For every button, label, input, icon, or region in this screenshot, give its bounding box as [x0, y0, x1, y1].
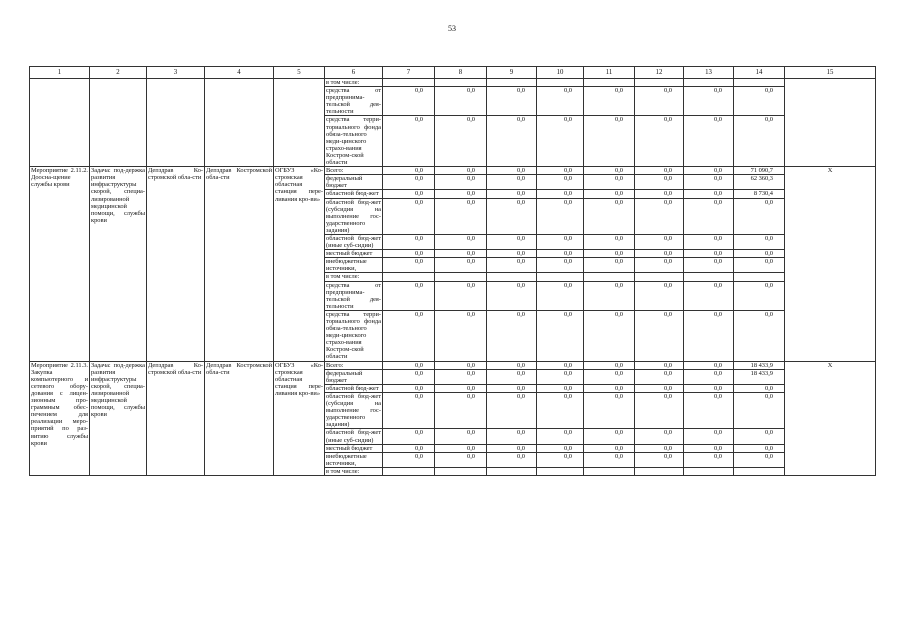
- amount-cell: 0,0: [435, 250, 487, 258]
- amount-cell: 0,0: [584, 175, 635, 190]
- amount-cell: 0,0: [383, 369, 435, 384]
- amount-cell: 0,0: [734, 452, 785, 467]
- funding-source-label: в том числе:: [325, 467, 383, 475]
- amount-cell: 0,0: [635, 361, 684, 369]
- amount-cell: 0,0: [684, 281, 734, 310]
- amount-cell: 0,0: [537, 310, 584, 361]
- amount-cell: 8 730,4: [734, 190, 785, 198]
- funding-source-label: Всего:: [325, 167, 383, 175]
- amount-cell: 0,0: [537, 190, 584, 198]
- amount-cell: 0,0: [734, 116, 785, 167]
- continued-cell: [147, 79, 205, 167]
- amount-cell: 0,0: [734, 258, 785, 273]
- column-header: 10: [537, 67, 584, 79]
- amount-cell: 0,0: [383, 167, 435, 175]
- amount-cell: 0,0: [584, 250, 635, 258]
- amount-cell: [734, 273, 785, 281]
- amount-cell: 0,0: [537, 116, 584, 167]
- amount-cell: 0,0: [487, 384, 537, 392]
- continued-cell: [274, 79, 325, 167]
- amount-cell: 0,0: [635, 281, 684, 310]
- amount-cell: 0,0: [635, 429, 684, 444]
- amount-cell: 0,0: [383, 429, 435, 444]
- funding-source-label: местный бюджет: [325, 444, 383, 452]
- funding-source-label: областной бюд-жет (субсидия на выполнение гос-ударственного задания): [326, 392, 381, 429]
- amount-cell: 0,0: [383, 234, 435, 249]
- amount-cell: [734, 79, 785, 87]
- amount-cell: 0,0: [537, 258, 584, 273]
- column-header: 2: [90, 67, 147, 79]
- amount-cell: 0,0: [537, 384, 584, 392]
- amount-cell: [635, 467, 684, 475]
- amount-cell: 0,0: [383, 361, 435, 369]
- amount-cell: 0,0: [537, 234, 584, 249]
- amount-cell: 0,0: [537, 198, 584, 234]
- amount-cell: 0,0: [584, 369, 635, 384]
- amount-cell: 71 090,7: [734, 167, 785, 175]
- continued-cell: [30, 79, 90, 167]
- amount-cell: 0,0: [435, 444, 487, 452]
- amount-cell: 0,0: [635, 175, 684, 190]
- amount-cell: 0,0: [734, 250, 785, 258]
- funding-source-label: федеральный бюджет: [325, 369, 383, 384]
- amount-cell: 0,0: [487, 452, 537, 467]
- column-header: 7: [383, 67, 435, 79]
- amount-cell: 0,0: [684, 234, 734, 249]
- participant: ОГБУЗ «Ко-стромская областная станция пере-ливания кро-ви»: [274, 361, 325, 475]
- measure-task: Задача: под-держка развития инфраструктуры скорой, специа-лизированной медицинской помощи, службы крови: [90, 167, 147, 361]
- column-header: 13: [684, 67, 734, 79]
- amount-cell: 0,0: [584, 392, 635, 428]
- amount-cell: 0,0: [537, 175, 584, 190]
- amount-cell: [635, 79, 684, 87]
- amount-cell: 0,0: [635, 250, 684, 258]
- amount-cell: 0,0: [684, 116, 734, 167]
- amount-cell: 0,0: [435, 198, 487, 234]
- amount-cell: 0,0: [734, 310, 785, 361]
- amount-cell: [537, 79, 584, 87]
- amount-cell: 0,0: [584, 116, 635, 167]
- amount-cell: 0,0: [537, 87, 584, 116]
- funding-source-label: средства от предпринима-тельской дея-тельности: [326, 281, 381, 310]
- amount-cell: 0,0: [584, 310, 635, 361]
- amount-cell: [487, 273, 537, 281]
- amount-cell: 0,0: [435, 369, 487, 384]
- amount-cell: 0,0: [537, 281, 584, 310]
- amount-cell: 0,0: [383, 116, 435, 167]
- amount-cell: 0,0: [487, 87, 537, 116]
- amount-cell: 0,0: [383, 384, 435, 392]
- amount-cell: [537, 467, 584, 475]
- amount-cell: 0,0: [383, 258, 435, 273]
- amount-cell: 0,0: [584, 429, 635, 444]
- funding-source-label: областной бюд-жет (субсидия на выполнение гос-ударственного задания): [326, 198, 381, 234]
- amount-cell: 0,0: [435, 190, 487, 198]
- amount-cell: [584, 467, 635, 475]
- amount-cell: 0,0: [537, 250, 584, 258]
- amount-cell: 0,0: [435, 175, 487, 190]
- funding-source-label: Всего:: [325, 361, 383, 369]
- measure-name: Мероприятие 2.11.3. Закупка компьютерного и сетевого обору-дования с лицен-зионным про-граммным обес-печением для реализации меро-приятий по раз-витию службы крови: [30, 361, 90, 475]
- continued-cell: [90, 79, 147, 167]
- amount-cell: 0,0: [684, 190, 734, 198]
- amount-cell: 0,0: [734, 234, 785, 249]
- amount-cell: 0,0: [635, 369, 684, 384]
- amount-cell: 0,0: [383, 452, 435, 467]
- amount-cell: 18 433,9: [734, 369, 785, 384]
- amount-cell: 0,0: [383, 281, 435, 310]
- amount-cell: 0,0: [635, 234, 684, 249]
- column-header: 12: [635, 67, 684, 79]
- amount-cell: 0,0: [734, 384, 785, 392]
- column-header: 9: [487, 67, 537, 79]
- column-header: 6: [325, 67, 383, 79]
- column-number-row: [30, 67, 876, 79]
- amount-cell: 0,0: [684, 87, 734, 116]
- funding-source-label: областной бюд-жет: [325, 190, 383, 198]
- funding-source-label: внебюджетные источники,: [325, 258, 383, 273]
- indicator-mark: Х: [785, 361, 876, 475]
- amount-cell: 0,0: [435, 361, 487, 369]
- amount-cell: 0,0: [383, 175, 435, 190]
- amount-cell: 0,0: [635, 198, 684, 234]
- amount-cell: 0,0: [734, 87, 785, 116]
- amount-cell: [383, 273, 435, 281]
- funding-source-label: в том числе:: [325, 273, 383, 281]
- amount-cell: 0,0: [487, 369, 537, 384]
- amount-cell: 0,0: [487, 198, 537, 234]
- amount-cell: 0,0: [734, 444, 785, 452]
- amount-cell: 0,0: [487, 361, 537, 369]
- amount-cell: [487, 467, 537, 475]
- amount-cell: [684, 467, 734, 475]
- participant: ОГБУЗ «Ко-стромская областная станция пере-ливания кро-ви»: [274, 167, 325, 361]
- amount-cell: 0,0: [584, 361, 635, 369]
- amount-cell: 0,0: [383, 87, 435, 116]
- amount-cell: 0,0: [537, 444, 584, 452]
- amount-cell: 0,0: [684, 175, 734, 190]
- responsible-executor: Депздрав Ко-стромской обла-сти: [147, 167, 205, 361]
- amount-cell: 0,0: [734, 281, 785, 310]
- co-executor: Депздрав Костромской обла-сти: [205, 167, 274, 361]
- amount-cell: 0,0: [584, 234, 635, 249]
- funding-source-label: средства от предпринима-тельской дея-тельности: [326, 87, 381, 116]
- amount-cell: 0,0: [734, 429, 785, 444]
- amount-cell: 0,0: [635, 452, 684, 467]
- amount-cell: 0,0: [584, 452, 635, 467]
- responsible-executor: Депздрав Ко-стромской обла-сти: [147, 361, 205, 475]
- amount-cell: [635, 273, 684, 281]
- amount-cell: 0,0: [383, 444, 435, 452]
- amount-cell: 0,0: [635, 258, 684, 273]
- amount-cell: 0,0: [383, 198, 435, 234]
- page-number: 53: [448, 24, 456, 33]
- amount-cell: 0,0: [487, 258, 537, 273]
- funding-source-label: федеральный бюджет: [325, 175, 383, 190]
- table-row: [30, 167, 876, 175]
- amount-cell: 0,0: [584, 281, 635, 310]
- amount-cell: 0,0: [435, 87, 487, 116]
- amount-cell: 0,0: [435, 258, 487, 273]
- funding-source-label: местный бюджет: [325, 250, 383, 258]
- column-header: 8: [435, 67, 487, 79]
- amount-cell: 0,0: [487, 281, 537, 310]
- continued-cell: [785, 79, 876, 167]
- amount-cell: 0,0: [684, 250, 734, 258]
- amount-cell: 0,0: [487, 429, 537, 444]
- indicator-mark: Х: [785, 167, 876, 361]
- column-header: 1: [30, 67, 90, 79]
- budget-table: [29, 66, 876, 476]
- amount-cell: 0,0: [584, 167, 635, 175]
- amount-cell: [383, 467, 435, 475]
- amount-cell: 0,0: [537, 167, 584, 175]
- amount-cell: 0,0: [684, 361, 734, 369]
- table-row: [30, 79, 876, 87]
- amount-cell: 0,0: [435, 452, 487, 467]
- amount-cell: 0,0: [435, 167, 487, 175]
- amount-cell: 0,0: [487, 310, 537, 361]
- amount-cell: 0,0: [684, 310, 734, 361]
- amount-cell: 0,0: [684, 452, 734, 467]
- amount-cell: [684, 273, 734, 281]
- amount-cell: 0,0: [383, 310, 435, 361]
- funding-source-label: областной бюд-жет (иные суб-сидии): [326, 234, 381, 250]
- amount-cell: [734, 467, 785, 475]
- amount-cell: 0,0: [635, 190, 684, 198]
- amount-cell: [487, 79, 537, 87]
- amount-cell: 0,0: [537, 361, 584, 369]
- amount-cell: 0,0: [537, 452, 584, 467]
- column-header: 3: [147, 67, 205, 79]
- column-header: 11: [584, 67, 635, 79]
- amount-cell: 0,0: [487, 250, 537, 258]
- amount-cell: 0,0: [435, 116, 487, 167]
- funding-source-label: областной бюд-жет: [325, 384, 383, 392]
- amount-cell: 0,0: [383, 250, 435, 258]
- amount-cell: 0,0: [684, 429, 734, 444]
- amount-cell: 0,0: [635, 167, 684, 175]
- table-row: [30, 361, 876, 369]
- measure-name: Мероприятие 2.11.2. Доосна-щение службы крови: [30, 167, 90, 361]
- amount-cell: 0,0: [435, 392, 487, 428]
- amount-cell: 0,0: [635, 392, 684, 428]
- amount-cell: 0,0: [435, 281, 487, 310]
- amount-cell: 0,0: [435, 384, 487, 392]
- amount-cell: 0,0: [487, 175, 537, 190]
- amount-cell: [584, 273, 635, 281]
- amount-cell: 0,0: [684, 258, 734, 273]
- amount-cell: [435, 467, 487, 475]
- column-header: 5: [274, 67, 325, 79]
- amount-cell: 0,0: [487, 392, 537, 428]
- amount-cell: [684, 79, 734, 87]
- amount-cell: 0,0: [684, 369, 734, 384]
- funding-source-label: средства терри-ториального фонда обяза-тельного меди-цинского страхо-вания Костром-ской области: [326, 116, 381, 167]
- amount-cell: 0,0: [584, 384, 635, 392]
- amount-cell: 0,0: [734, 198, 785, 234]
- funding-source-label: внебюджетные источники,: [325, 452, 383, 467]
- amount-cell: 0,0: [684, 198, 734, 234]
- amount-cell: 0,0: [584, 258, 635, 273]
- amount-cell: 0,0: [537, 392, 584, 428]
- amount-cell: 0,0: [537, 369, 584, 384]
- amount-cell: 0,0: [584, 87, 635, 116]
- amount-cell: 0,0: [684, 167, 734, 175]
- amount-cell: 0,0: [684, 392, 734, 428]
- amount-cell: [435, 79, 487, 87]
- amount-cell: 0,0: [435, 234, 487, 249]
- amount-cell: 0,0: [487, 234, 537, 249]
- amount-cell: 0,0: [383, 392, 435, 428]
- column-header: 4: [205, 67, 274, 79]
- amount-cell: 0,0: [635, 384, 684, 392]
- column-header: 15: [785, 67, 876, 79]
- amount-cell: 0,0: [635, 310, 684, 361]
- amount-cell: 0,0: [584, 198, 635, 234]
- amount-cell: [584, 79, 635, 87]
- amount-cell: [383, 79, 435, 87]
- funding-source-label: областной бюд-жет (иные суб-сидии): [326, 429, 381, 444]
- amount-cell: 0,0: [584, 190, 635, 198]
- amount-cell: 0,0: [487, 116, 537, 167]
- amount-cell: 0,0: [635, 444, 684, 452]
- amount-cell: 0,0: [487, 444, 537, 452]
- amount-cell: 0,0: [537, 429, 584, 444]
- amount-cell: 18 433,9: [734, 361, 785, 369]
- continued-cell: [205, 79, 274, 167]
- amount-cell: 0,0: [734, 392, 785, 428]
- measure-task: Задача: под-держка развития инфраструктуры скорой, специа-лизированной медицинской помощи, службы крови: [90, 361, 147, 475]
- amount-cell: 0,0: [584, 444, 635, 452]
- amount-cell: 0,0: [635, 116, 684, 167]
- amount-cell: 0,0: [684, 444, 734, 452]
- co-executor: Депздрав Костромской обла-сти: [205, 361, 274, 475]
- amount-cell: 0,0: [684, 384, 734, 392]
- amount-cell: [537, 273, 584, 281]
- amount-cell: 0,0: [635, 87, 684, 116]
- column-header: 14: [734, 67, 785, 79]
- amount-cell: 0,0: [487, 190, 537, 198]
- amount-cell: 0,0: [487, 167, 537, 175]
- amount-cell: 0,0: [435, 429, 487, 444]
- funding-source-label: средства терри-ториального фонда обяза-тельного меди-цинского страхо-вания Костром-ской области: [326, 310, 381, 361]
- amount-cell: 62 360,3: [734, 175, 785, 190]
- amount-cell: [435, 273, 487, 281]
- funding-source-label: в том числе:: [325, 79, 383, 87]
- amount-cell: 0,0: [435, 310, 487, 361]
- amount-cell: 0,0: [383, 190, 435, 198]
